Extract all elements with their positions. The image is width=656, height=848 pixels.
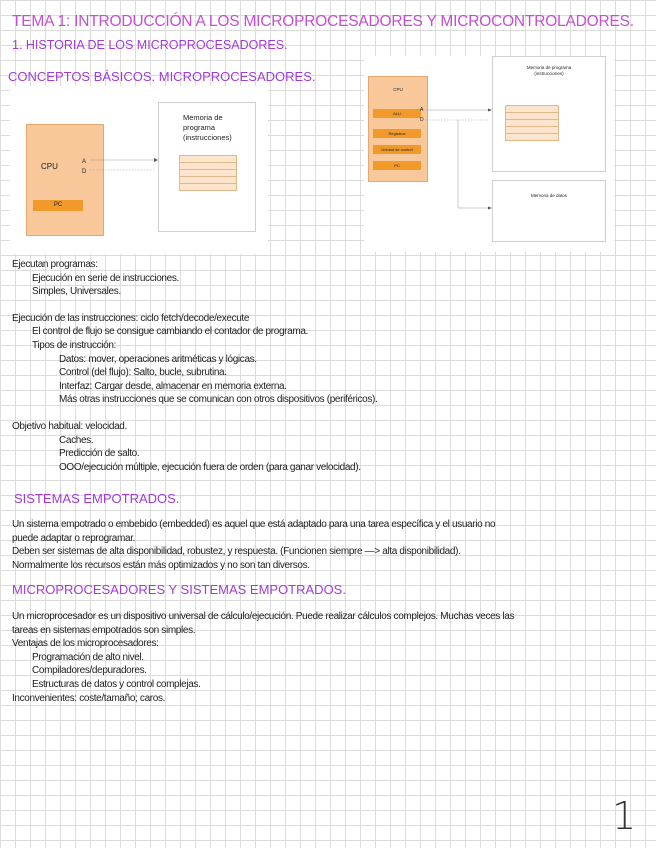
- text-line: Un microprocesador es un dispositivo universal de cálculo/ejecución. Puede realizar cálculos complejos. Muchas veces las: [12, 611, 515, 622]
- list-item: • Simples, Universales.: [12, 285, 642, 299]
- bus-arrows: [88, 154, 160, 178]
- list-item: • Predicción de salto.: [12, 447, 642, 461]
- memory-data-label: Memoria de datos: [530, 193, 568, 198]
- section-heading-micro-sistemas: MICROPROCESADORES Y SISTEMAS EMPOTRADOS.: [12, 582, 346, 597]
- memory-prog-label-1: Memoria de programa: [526, 65, 572, 70]
- list-item: • Programación de alto nivel.: [12, 651, 646, 665]
- list-item: • Caches.: [12, 434, 642, 448]
- control-unit-block: Unidad de control: [373, 145, 421, 154]
- data-label-2: D: [420, 117, 424, 123]
- text-line: Inconvenientes: coste/tamaño; caros.: [12, 692, 166, 704]
- data-label: D: [82, 169, 87, 175]
- data-memory-block: [492, 180, 606, 242]
- alu-block: ALU: [373, 109, 421, 118]
- list-item: • Interfaz: Cargar desde, almacenar en memoria externa.: [12, 380, 642, 394]
- sistemas-body: [12, 518, 646, 572]
- section-heading-sistemas: SISTEMAS EMPOTRADOS.: [14, 491, 180, 506]
- text-line: Un sistema empotrado o embebido (embedded) es aquel que está adaptado para una tarea específica y el usuario no: [12, 519, 496, 530]
- p2-title: Ejecución de las instrucciones: ciclo fetch/decode/execute: [12, 312, 250, 324]
- registers-block: Registros: [373, 129, 421, 138]
- text-line: puede adaptar o reprogramar.: [12, 532, 136, 544]
- pc-register-2: PC: [373, 161, 421, 170]
- memory-label-1: Memoria de: [183, 113, 223, 122]
- address-label: A: [82, 159, 87, 165]
- memory-cells-2: [505, 105, 559, 141]
- cpu-label: CPU: [41, 162, 58, 171]
- harvard-diagram: [364, 56, 614, 252]
- page-number: 1: [612, 794, 637, 838]
- memory-prog-label-2: (instrucciones): [534, 71, 564, 76]
- cpu-block-2: [368, 76, 428, 182]
- page-title: TEMA 1: INTRODUCCIÓN A LOS MICROPROCESADORES Y MICROCONTROLADORES.: [12, 13, 634, 30]
- list-item: • Control (del flujo): Salto, bucle, subrutina.: [12, 366, 642, 380]
- list-item: • Más otras instrucciones que se comunican con otros dispositivos (periféricos).: [12, 393, 642, 407]
- pc-register: PC: [33, 200, 83, 211]
- micro-sistemas-body: [12, 610, 646, 705]
- memory-cells: [179, 155, 237, 191]
- list-item: • Datos: mover, operaciones aritméticas y lógicas.: [12, 353, 642, 367]
- memory-label-3: (instrucciones): [183, 133, 232, 142]
- list-item: • Compiladores/depuradores.: [12, 664, 646, 678]
- p1-title: Ejecutan programas:: [12, 259, 98, 270]
- text-line: Ventajas de los microprocesadores:: [12, 638, 159, 650]
- section-subtitle: 1. HISTORIA DE LOS MICROPROCESADORES.: [12, 38, 288, 52]
- address-label-2: A: [420, 107, 424, 113]
- list-item: • Ejecución en serie de instrucciones.: [12, 272, 642, 286]
- section-heading-conceptos: CONCEPTOS BÁSICOS. MICROPROCESADORES.: [8, 69, 316, 84]
- list-item: • El control de flujo se consigue cambiando el contador de programa.: [12, 325, 642, 339]
- list-item: • Estructuras de datos y control complejas.: [12, 678, 646, 692]
- cpu-memory-diagram: [10, 86, 268, 254]
- cpu-label-2: CPU: [393, 87, 403, 92]
- program-memory-block-2: [492, 56, 606, 172]
- text-line: Normalmente los recursos están más optimizados y no son tan diversos.: [12, 559, 310, 571]
- list-item: • OOO/ejecución múltiple, ejecución fuera de orden (para ganar velocidad).: [12, 461, 642, 475]
- bus-arrows-2: [424, 96, 494, 216]
- program-memory-block: [158, 102, 256, 232]
- cpu-block: [26, 124, 104, 236]
- conceptos-body: [12, 258, 642, 474]
- text-line: Deben ser sistemas de alta disponibilidad, robustez, y respuesta. (Funcionen siempre —> alta disponibilidad).: [12, 546, 461, 558]
- p3-title: Objetivo habitual: velocidad.: [12, 420, 127, 432]
- memory-label-2: programa: [183, 123, 216, 132]
- text-line: tareas en sistemas empotrados son simples.: [12, 624, 196, 636]
- list-item: • Tipos de instrucción:: [12, 339, 642, 353]
